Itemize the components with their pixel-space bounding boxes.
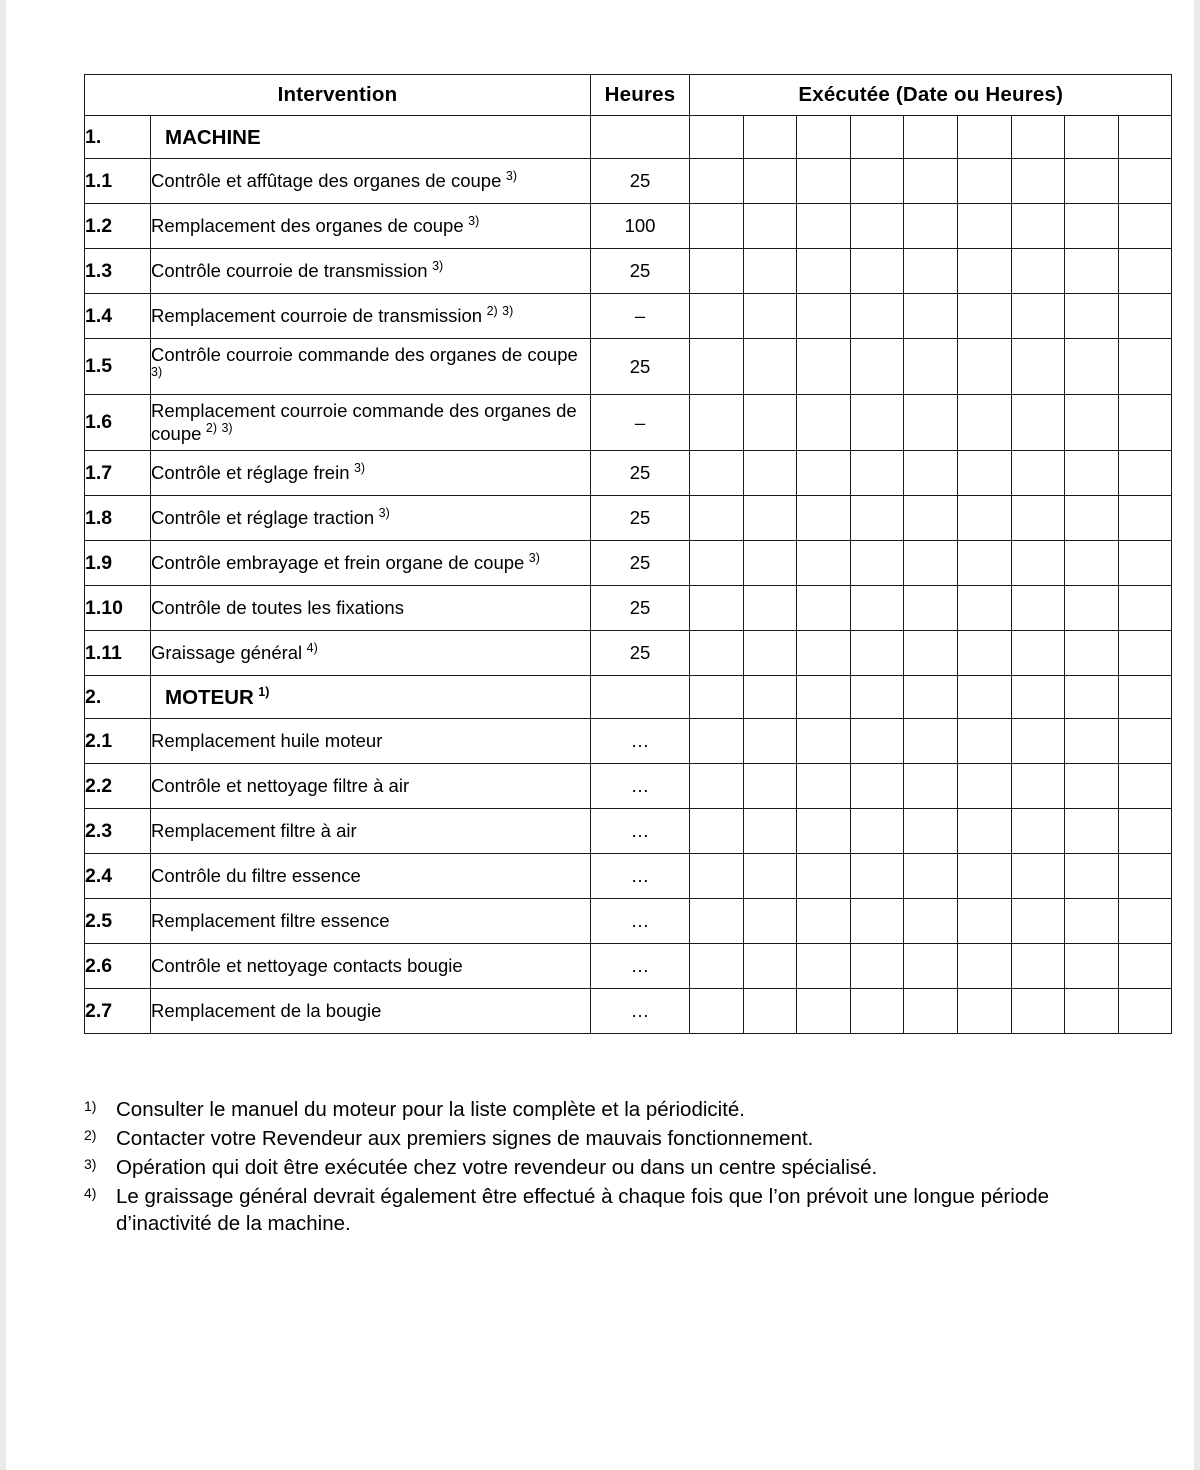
row-number: 2.1 [85, 719, 151, 764]
row-hours [591, 116, 690, 159]
executed-cell[interactable] [797, 395, 851, 451]
footnote-text: Opération qui doit être exécutée chez votre revendeur ou dans un centre spécialisé. [116, 1156, 878, 1180]
executed-cell[interactable] [743, 854, 797, 899]
executed-cell[interactable] [690, 116, 744, 159]
executed-cell[interactable] [1065, 294, 1119, 339]
executed-cell[interactable] [1118, 944, 1172, 989]
executed-cell[interactable] [1118, 294, 1172, 339]
table-row [85, 989, 1172, 1034]
executed-cell[interactable] [797, 496, 851, 541]
maintenance-table [84, 74, 1172, 1034]
executed-cell[interactable] [797, 339, 851, 395]
row-hours: 25 [591, 631, 690, 676]
executed-cell[interactable] [1065, 631, 1119, 676]
executed-cell[interactable] [797, 899, 851, 944]
row-hours: … [591, 854, 690, 899]
executed-cell[interactable] [1118, 719, 1172, 764]
executed-cell[interactable] [957, 249, 1011, 294]
executed-cell[interactable] [1118, 676, 1172, 719]
executed-cell[interactable] [904, 451, 958, 496]
executed-cell[interactable] [797, 541, 851, 586]
table-row [85, 809, 1172, 854]
executed-cell[interactable] [690, 249, 744, 294]
executed-cell[interactable] [957, 631, 1011, 676]
row-hours: … [591, 809, 690, 854]
executed-cell[interactable] [957, 764, 1011, 809]
executed-cell[interactable] [904, 854, 958, 899]
executed-cell[interactable] [1011, 204, 1065, 249]
row-hours: 25 [591, 451, 690, 496]
executed-cell[interactable] [743, 451, 797, 496]
row-number: 1.5 [85, 339, 151, 395]
executed-cell[interactable] [850, 339, 904, 395]
executed-cell[interactable] [904, 809, 958, 854]
executed-cell[interactable] [743, 159, 797, 204]
executed-cell[interactable] [690, 764, 744, 809]
executed-cell[interactable] [743, 541, 797, 586]
executed-cell[interactable] [690, 395, 744, 451]
header-hours: Heures [591, 75, 690, 116]
executed-cell[interactable] [957, 204, 1011, 249]
executed-cell[interactable] [1011, 249, 1065, 294]
row-description: Contrôle et nettoyage contacts bougie [151, 944, 591, 989]
executed-cell[interactable] [850, 676, 904, 719]
row-hours: – [591, 294, 690, 339]
executed-cell[interactable] [1118, 989, 1172, 1034]
row-number: 1.7 [85, 451, 151, 496]
table-row [85, 451, 1172, 496]
footnote-ref: 3) [428, 258, 444, 273]
executed-cell[interactable] [797, 586, 851, 631]
executed-cell[interactable] [1118, 631, 1172, 676]
executed-cell[interactable] [743, 496, 797, 541]
executed-cell[interactable] [850, 451, 904, 496]
executed-cell[interactable] [690, 719, 744, 764]
executed-cell[interactable] [850, 719, 904, 764]
footnote-ref: 3) [502, 168, 517, 183]
executed-cell[interactable] [1065, 676, 1119, 719]
executed-cell[interactable] [690, 676, 744, 719]
footnote-ref: 4) [303, 640, 318, 655]
header-executed: Exécutée (Date ou Heures) [690, 75, 1172, 116]
executed-cell[interactable] [1118, 899, 1172, 944]
table-row [85, 764, 1172, 809]
footnote [84, 1183, 1114, 1237]
footnote-marker: 1) [84, 1098, 97, 1114]
executed-cell[interactable] [1065, 719, 1119, 764]
footnote [84, 1154, 1114, 1181]
executed-cell[interactable] [797, 719, 851, 764]
executed-cell[interactable] [797, 854, 851, 899]
row-hours: 25 [591, 541, 690, 586]
executed-cell[interactable] [1065, 395, 1119, 451]
row-description: Remplacement de la bougie [151, 989, 591, 1034]
executed-cell[interactable] [1065, 944, 1119, 989]
executed-cell[interactable] [957, 395, 1011, 451]
table-header [85, 75, 1172, 116]
executed-cell[interactable] [797, 204, 851, 249]
footnote [84, 1096, 1114, 1123]
table-row [85, 249, 1172, 294]
executed-cell[interactable] [1118, 159, 1172, 204]
row-number: 1.6 [85, 395, 151, 451]
executed-cell[interactable] [1065, 809, 1119, 854]
executed-cell[interactable] [1065, 339, 1119, 395]
executed-cell[interactable] [904, 586, 958, 631]
executed-cell[interactable] [904, 204, 958, 249]
footnote-marker: 2) [84, 1127, 97, 1144]
executed-cell[interactable] [957, 809, 1011, 854]
footnote-ref: 3) [151, 365, 163, 380]
executed-cell[interactable] [690, 339, 744, 395]
row-description: Contrôle embrayage et frein organe de coupe $^{3)}$ [151, 541, 591, 586]
executed-cell[interactable] [1065, 204, 1119, 249]
executed-cell[interactable] [743, 899, 797, 944]
row-description: Remplacement filtre essence [151, 899, 591, 944]
table-row [85, 294, 1172, 339]
executed-cell[interactable] [690, 809, 744, 854]
row-hours [591, 676, 690, 719]
executed-cell[interactable] [1011, 854, 1065, 899]
executed-cell[interactable] [850, 294, 904, 339]
executed-cell[interactable] [850, 809, 904, 854]
row-number: 1.11 [85, 631, 151, 676]
row-number: 1.2 [85, 204, 151, 249]
executed-cell[interactable] [1065, 764, 1119, 809]
executed-cell[interactable] [690, 294, 744, 339]
executed-cell[interactable] [957, 339, 1011, 395]
executed-cell[interactable] [904, 631, 958, 676]
executed-cell[interactable] [957, 116, 1011, 159]
executed-cell[interactable] [1011, 586, 1065, 631]
executed-cell[interactable] [797, 294, 851, 339]
footnotes [84, 1096, 1114, 1239]
footnote-text: Le graissage général devrait également être effectué à chaque fois que l’on prévoit une longue période d’inactivité de la machine. [116, 1185, 1050, 1236]
executed-cell[interactable] [690, 159, 744, 204]
executed-cell[interactable] [743, 719, 797, 764]
header-intervention: Intervention [85, 75, 591, 116]
executed-cell[interactable] [690, 631, 744, 676]
executed-cell[interactable] [690, 586, 744, 631]
row-description: Remplacement des organes de coupe $^{3)}$ [151, 204, 591, 249]
row-number: 2.3 [85, 809, 151, 854]
executed-cell[interactable] [904, 764, 958, 809]
executed-cell[interactable] [904, 249, 958, 294]
row-hours: 25 [591, 496, 690, 541]
row-hours: 25 [591, 586, 690, 631]
executed-cell[interactable] [957, 944, 1011, 989]
footnote-marker: 3) [84, 1156, 97, 1173]
row-number: 1.4 [85, 294, 151, 339]
executed-cell[interactable] [957, 586, 1011, 631]
table-section-row [85, 676, 1172, 719]
executed-cell[interactable] [850, 899, 904, 944]
executed-cell[interactable] [850, 159, 904, 204]
row-number: 1.3 [85, 249, 151, 294]
executed-cell[interactable] [690, 541, 744, 586]
executed-cell[interactable] [1011, 899, 1065, 944]
footnote-ref: 2) [483, 303, 498, 318]
executed-cell[interactable] [1065, 496, 1119, 541]
executed-cell[interactable] [797, 159, 851, 204]
row-description: Remplacement huile moteur [151, 719, 591, 764]
executed-cell[interactable] [1011, 809, 1065, 854]
table-row [85, 899, 1172, 944]
executed-cell[interactable] [1065, 989, 1119, 1034]
executed-cell[interactable] [904, 944, 958, 989]
row-number: 2.4 [85, 854, 151, 899]
executed-cell[interactable] [797, 451, 851, 496]
row-hours: 25 [591, 159, 690, 204]
row-description: Contrôle et nettoyage filtre à air [151, 764, 591, 809]
row-hours: … [591, 764, 690, 809]
executed-cell[interactable] [904, 339, 958, 395]
executed-cell[interactable] [743, 339, 797, 395]
executed-cell[interactable] [690, 854, 744, 899]
executed-cell[interactable] [690, 899, 744, 944]
row-hours: – [591, 395, 690, 451]
executed-cell[interactable] [957, 496, 1011, 541]
executed-cell[interactable] [1011, 339, 1065, 395]
executed-cell[interactable] [904, 989, 958, 1034]
row-hours: 25 [591, 339, 690, 395]
row-description: Contrôle et réglage traction $^{3)}$ [151, 496, 591, 541]
row-number: 2.5 [85, 899, 151, 944]
executed-cell[interactable] [743, 989, 797, 1034]
executed-cell[interactable] [850, 204, 904, 249]
executed-cell[interactable] [1011, 631, 1065, 676]
executed-cell[interactable] [850, 631, 904, 676]
executed-cell[interactable] [904, 719, 958, 764]
row-hours: … [591, 719, 690, 764]
executed-cell[interactable] [1118, 496, 1172, 541]
executed-cell[interactable] [957, 451, 1011, 496]
row-number: 1.8 [85, 496, 151, 541]
table-body [85, 116, 1172, 1034]
table-row [85, 395, 1172, 451]
executed-cell[interactable] [957, 541, 1011, 586]
executed-cell[interactable] [1011, 944, 1065, 989]
executed-cell[interactable] [797, 944, 851, 989]
footnote-ref: 1) [254, 684, 270, 699]
footnote-ref: 2) [202, 421, 217, 436]
executed-cell[interactable] [850, 116, 904, 159]
executed-cell[interactable] [797, 249, 851, 294]
executed-cell[interactable] [1065, 541, 1119, 586]
executed-cell[interactable] [850, 944, 904, 989]
row-description: Contrôle de toutes les fixations [151, 586, 591, 631]
executed-cell[interactable] [850, 989, 904, 1034]
table-row [85, 719, 1172, 764]
row-number: 1.9 [85, 541, 151, 586]
row-description: Contrôle courroie commande des organes de coupe $^{3)}$ [151, 339, 591, 395]
executed-cell[interactable] [1065, 249, 1119, 294]
footnote-ref: 3) [350, 460, 366, 475]
executed-cell[interactable] [743, 944, 797, 989]
executed-cell[interactable] [797, 809, 851, 854]
executed-cell[interactable] [743, 676, 797, 719]
executed-cell[interactable] [690, 989, 744, 1034]
row-number: 2.6 [85, 944, 151, 989]
executed-cell[interactable] [850, 541, 904, 586]
executed-cell[interactable] [1011, 294, 1065, 339]
executed-cell[interactable] [690, 451, 744, 496]
table-row [85, 586, 1172, 631]
executed-cell[interactable] [1011, 541, 1065, 586]
executed-cell[interactable] [1011, 159, 1065, 204]
executed-cell[interactable] [1118, 339, 1172, 395]
executed-cell[interactable] [1065, 159, 1119, 204]
row-description: Contrôle et réglage frein $^{3)}$ [151, 451, 591, 496]
executed-cell[interactable] [690, 496, 744, 541]
executed-cell[interactable] [1118, 809, 1172, 854]
executed-cell[interactable] [1011, 116, 1065, 159]
executed-cell[interactable] [904, 159, 958, 204]
row-number: 2.2 [85, 764, 151, 809]
executed-cell[interactable] [690, 204, 744, 249]
executed-cell[interactable] [904, 395, 958, 451]
executed-cell[interactable] [850, 496, 904, 541]
executed-cell[interactable] [957, 676, 1011, 719]
executed-cell[interactable] [1011, 676, 1065, 719]
executed-cell[interactable] [1065, 854, 1119, 899]
row-hours: … [591, 944, 690, 989]
executed-cell[interactable] [1065, 116, 1119, 159]
executed-cell[interactable] [957, 719, 1011, 764]
row-description: Remplacement filtre à air [151, 809, 591, 854]
executed-cell[interactable] [797, 989, 851, 1034]
executed-cell[interactable] [797, 631, 851, 676]
row-number: 1.10 [85, 586, 151, 631]
executed-cell[interactable] [850, 586, 904, 631]
table-row [85, 631, 1172, 676]
executed-cell[interactable] [743, 631, 797, 676]
row-hours: 100 [591, 204, 690, 249]
executed-cell[interactable] [957, 989, 1011, 1034]
executed-cell[interactable] [904, 116, 958, 159]
executed-cell[interactable] [1011, 764, 1065, 809]
executed-cell[interactable] [904, 541, 958, 586]
header-row [85, 75, 1172, 116]
row-hours: … [591, 899, 690, 944]
executed-cell[interactable] [1118, 204, 1172, 249]
executed-cell[interactable] [797, 764, 851, 809]
row-description: Contrôle et affûtage des organes de coupe $^{3)}$ [151, 159, 591, 204]
row-number: 2.7 [85, 989, 151, 1034]
footnote [84, 1125, 1114, 1152]
footnote-text: Contacter votre Revendeur aux premiers signes de mauvais fonctionnement. [116, 1127, 814, 1151]
executed-cell[interactable] [1118, 586, 1172, 631]
executed-cell[interactable] [957, 854, 1011, 899]
executed-cell[interactable] [743, 764, 797, 809]
executed-cell[interactable] [743, 116, 797, 159]
executed-cell[interactable] [1065, 586, 1119, 631]
table-row [85, 854, 1172, 899]
executed-cell[interactable] [797, 676, 851, 719]
executed-cell[interactable] [1118, 249, 1172, 294]
table-section-row [85, 116, 1172, 159]
executed-cell[interactable] [850, 249, 904, 294]
row-hours: 25 [591, 249, 690, 294]
executed-cell[interactable] [743, 586, 797, 631]
table-row [85, 541, 1172, 586]
executed-cell[interactable] [1011, 989, 1065, 1034]
executed-cell[interactable] [904, 899, 958, 944]
row-number: 1.1 [85, 159, 151, 204]
footnote-ref: 3) [375, 505, 390, 520]
row-number: 1. [85, 116, 151, 159]
executed-cell[interactable] [850, 764, 904, 809]
executed-cell[interactable] [690, 944, 744, 989]
table-row [85, 204, 1172, 249]
row-description: Contrôle courroie de transmission $^{3)}$ [151, 249, 591, 294]
row-description: Remplacement courroie commande des organes de coupe $^{2)}$ $^{3)}$ [151, 395, 591, 451]
executed-cell[interactable] [850, 854, 904, 899]
section-title: MOTEUR $^{1)}$ [151, 676, 591, 719]
footnote-ref: 3) [498, 303, 514, 318]
maintenance-table-container [84, 74, 1119, 1034]
executed-cell[interactable] [904, 676, 958, 719]
executed-cell[interactable] [850, 395, 904, 451]
executed-cell[interactable] [1011, 395, 1065, 451]
table-row [85, 944, 1172, 989]
executed-cell[interactable] [904, 496, 958, 541]
table-row [85, 159, 1172, 204]
row-description: Contrôle du filtre essence [151, 854, 591, 899]
executed-cell[interactable] [904, 294, 958, 339]
footnote-text: Consulter le manuel du moteur pour la liste complète et la périodicité. [116, 1098, 745, 1121]
executed-cell[interactable] [743, 294, 797, 339]
executed-cell[interactable] [743, 204, 797, 249]
executed-cell[interactable] [1118, 395, 1172, 451]
executed-cell[interactable] [1118, 854, 1172, 899]
executed-cell[interactable] [797, 116, 851, 159]
row-description: Graissage général $^{4)}$ [151, 631, 591, 676]
executed-cell[interactable] [1118, 764, 1172, 809]
row-description: Remplacement courroie de transmission $^{2)}$ $^{3)}$ [151, 294, 591, 339]
executed-cell[interactable] [1118, 451, 1172, 496]
footnote-ref: 3) [525, 550, 540, 565]
executed-cell[interactable] [1118, 116, 1172, 159]
executed-cell[interactable] [1011, 451, 1065, 496]
table-row [85, 339, 1172, 395]
executed-cell[interactable] [1118, 541, 1172, 586]
footnote-marker: 4) [84, 1185, 97, 1202]
executed-cell[interactable] [957, 159, 1011, 204]
executed-cell[interactable] [1065, 899, 1119, 944]
section-title: MACHINE [151, 116, 591, 159]
executed-cell[interactable] [743, 249, 797, 294]
row-number: 2. [85, 676, 151, 719]
executed-cell[interactable] [1011, 496, 1065, 541]
executed-cell[interactable] [743, 809, 797, 854]
footnote-ref: 3) [464, 213, 480, 228]
table-row [85, 496, 1172, 541]
executed-cell[interactable] [743, 395, 797, 451]
row-hours: … [591, 989, 690, 1034]
executed-cell[interactable] [957, 294, 1011, 339]
executed-cell[interactable] [957, 899, 1011, 944]
executed-cell[interactable] [1065, 451, 1119, 496]
executed-cell[interactable] [1011, 719, 1065, 764]
footnote-ref: 3) [218, 421, 233, 436]
